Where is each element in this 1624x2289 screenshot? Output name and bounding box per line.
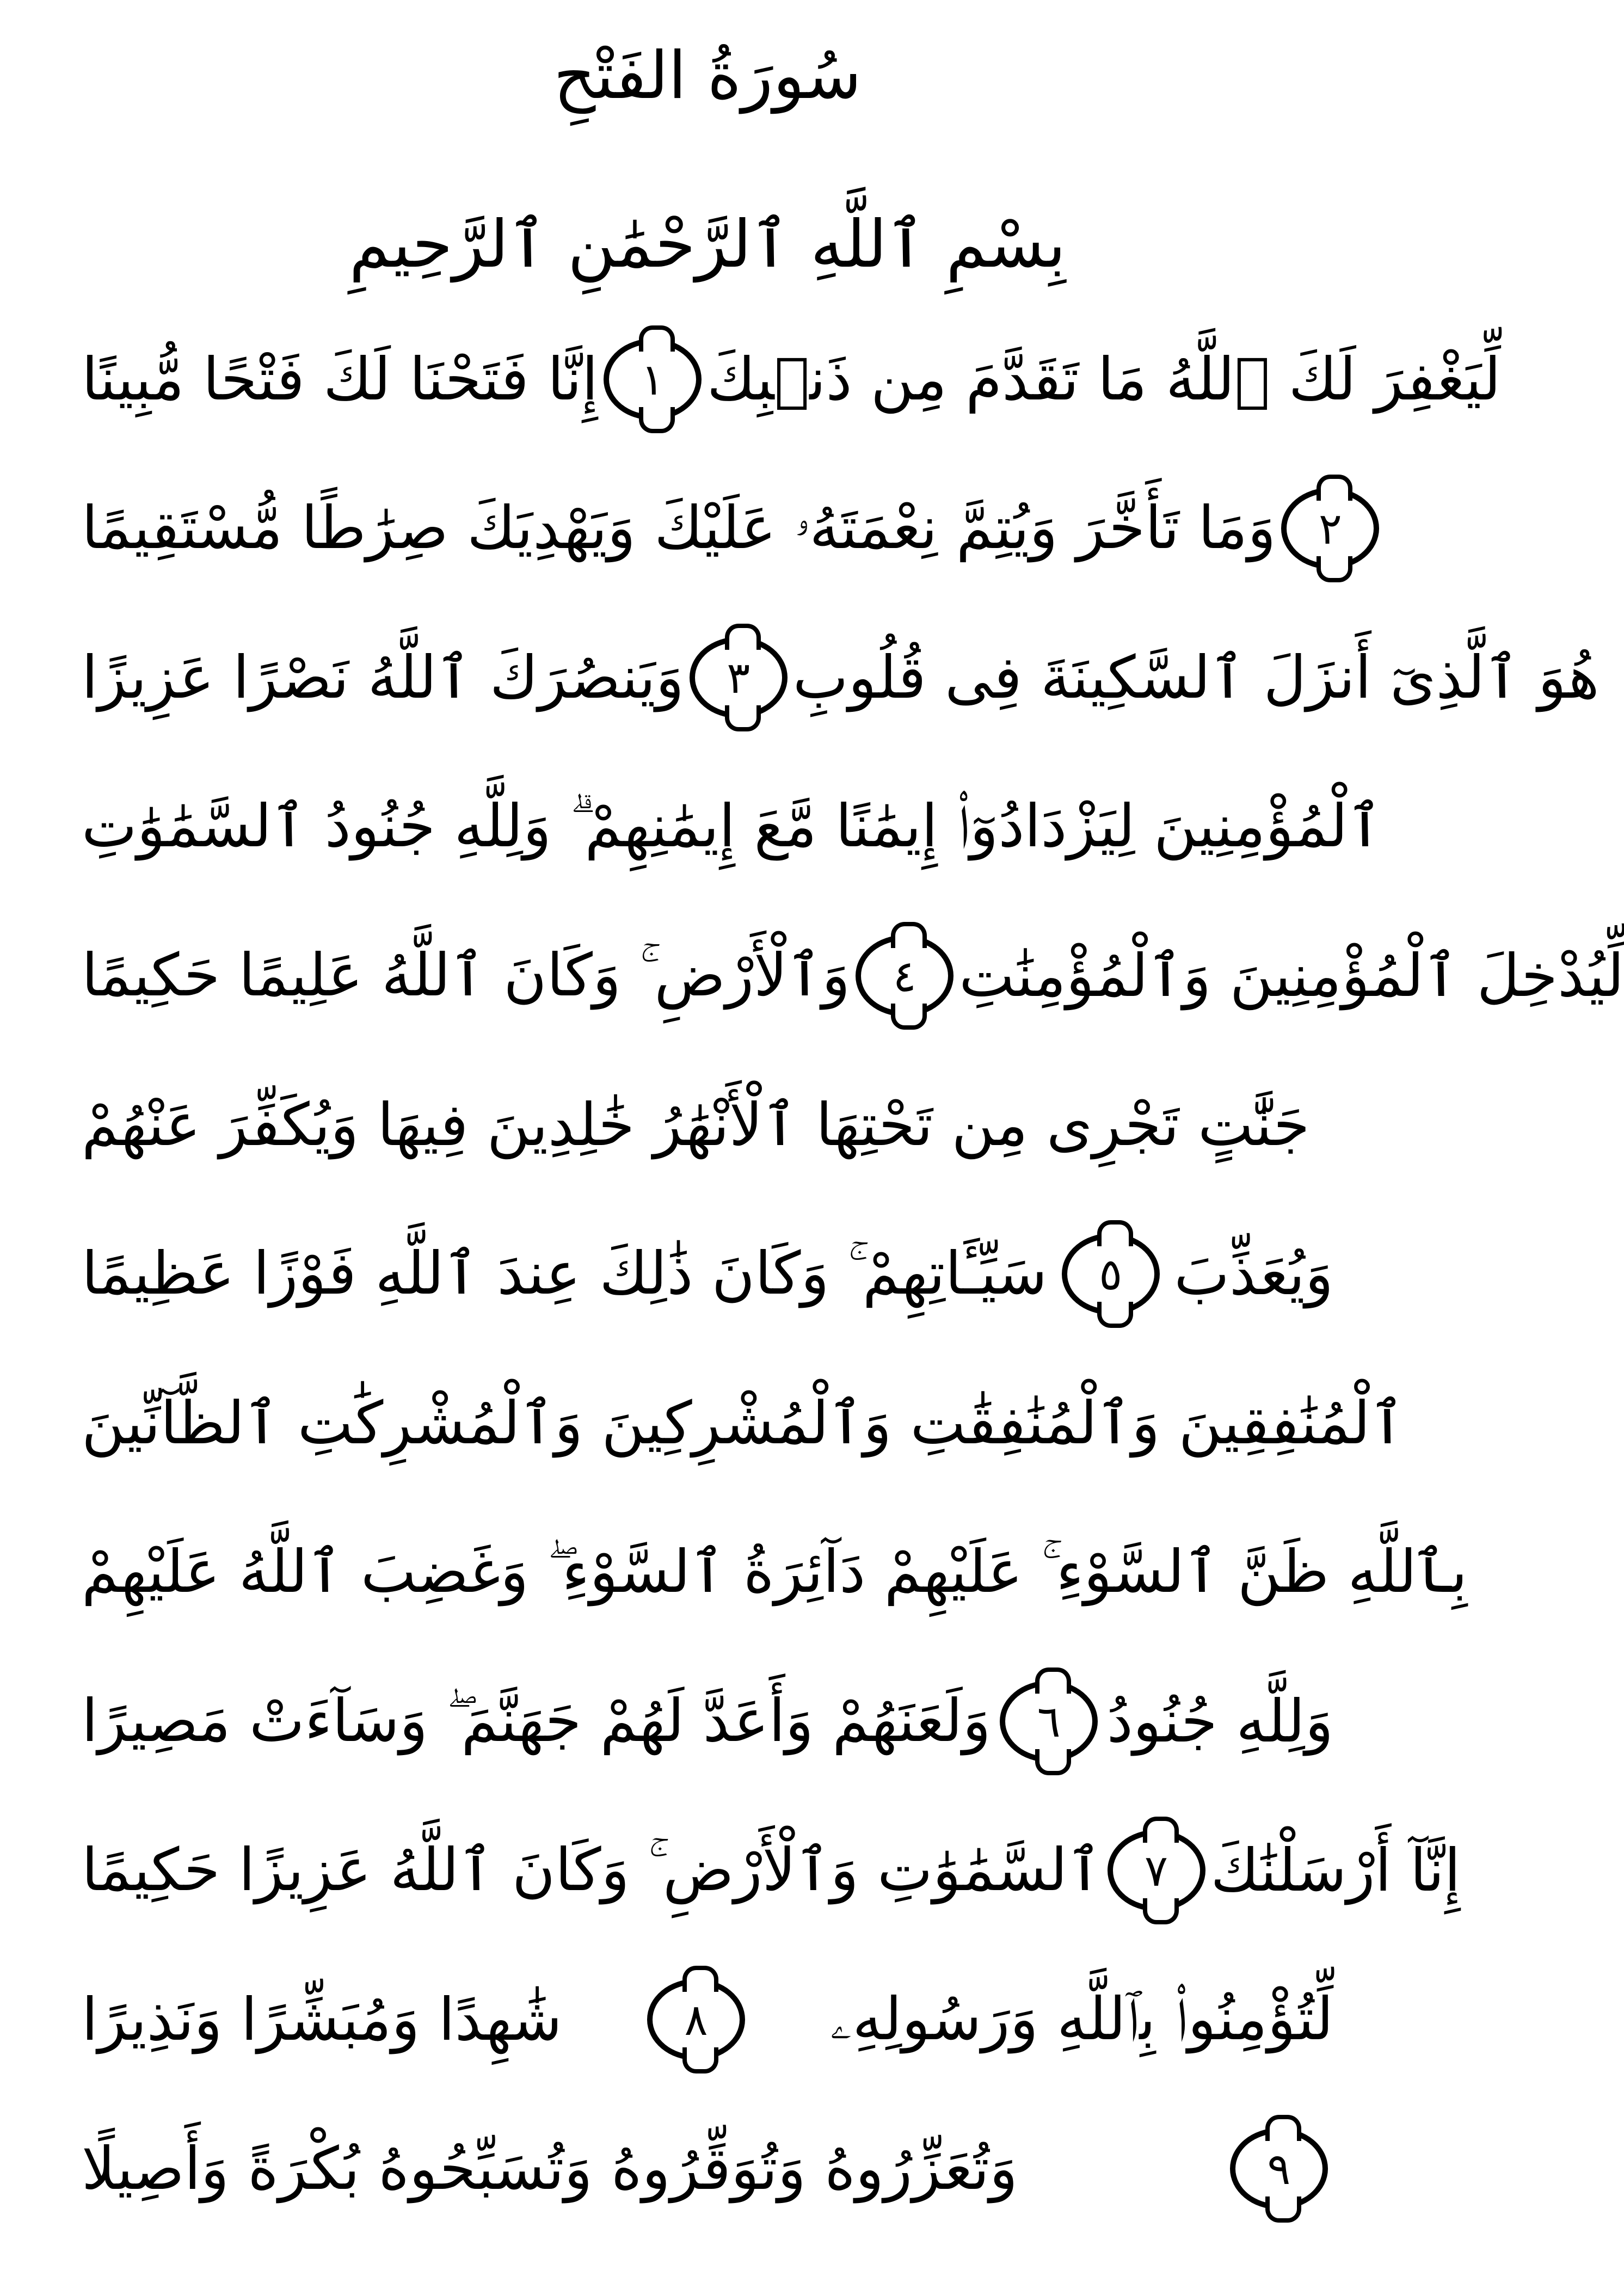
verse-line xyxy=(82,454,1342,603)
verse-line xyxy=(82,305,1501,454)
ayah-marker-icon: ٦ xyxy=(1000,1681,1098,1762)
verse-text: ٱلسَّمَٰوَٰتِ وَٱلْأَرْضِ ۚ وَكَانَ ٱللَّهُ عَزِيزًا حَكِيمًا xyxy=(82,1836,1102,1904)
verse-line xyxy=(82,1945,1333,2094)
verse-text: لِّيَغْفِرَ لَكَ ٱللَّهُ مَا تَقَدَّمَ مِن ذَنۢبِكَ xyxy=(707,345,1501,414)
verse-text: وَمَا تَأَخَّرَ وَيُتِمَّ نِعْمَتَهُۥ عَلَيْكَ وَيَهْدِيَكَ صِرَٰطًا مُّسْتَقِيمًا xyxy=(82,494,1276,562)
verse-line xyxy=(82,1647,1333,1796)
ayah-marker-icon: ٥ xyxy=(1062,1233,1160,1315)
basmala: بِسْمِ ٱللَّهِ ٱلرَّحْمَٰنِ ٱلرَّحِيمِ xyxy=(349,207,1066,282)
ayah-marker-icon: ٧ xyxy=(1108,1830,1205,1911)
verse-text: إِنَّآ أَرْسَلْنَٰكَ xyxy=(1210,1836,1461,1905)
verse-lines xyxy=(82,305,1624,2243)
ayah-marker-icon: ٣ xyxy=(690,637,788,718)
verse-text: إِنَّا فَتَحْنَا لَكَ فَتْحًا مُّبِينًا xyxy=(82,345,599,414)
verse-line xyxy=(82,2094,1333,2243)
ayah-marker-icon: ٤ xyxy=(856,935,954,1017)
verse-line xyxy=(82,1796,1461,1945)
verse-text: سَيِّـَٔاتِهِمْ ۚ وَكَانَ ذَٰلِكَ عِندَ ٱللَّهِ فَوْزًا عَظِيمًا xyxy=(82,1239,1048,1308)
verse-text: جَنَّٰتٍ تَجْرِى مِن تَحْتِهَا ٱلْأَنْهَٰرُ خَٰلِدِينَ فِيهَا وَيُكَفِّرَ عَنْهُمْ xyxy=(82,1091,1310,1159)
verse-line xyxy=(82,1498,1468,1647)
verse-text: وَيَنصُرَكَ ٱللَّهُ نَصْرًا عَزِيزًا xyxy=(82,643,684,712)
verse-text: شَٰهِدًا وَمُبَشِّرًا وَنَذِيرًا xyxy=(82,1985,562,2054)
verse-line xyxy=(82,603,1600,752)
ayah-marker-icon: ٨ xyxy=(647,1979,745,2060)
verse-text: ٱلْمُؤْمِنِينَ لِيَزْدَادُوٓا۟ إِيمَٰنًا مَّعَ إِيمَٰنِهِمْ ۗ وَلِلَّهِ جُنُودُ ٱلسَّمَٰوَٰتِ xyxy=(82,792,1382,860)
surah-title: سُورَةُ الفَتْحِ xyxy=(553,38,862,114)
verse-line xyxy=(82,1050,1333,1199)
verse-text: لِّتُؤْمِنُوا۟ بِٱللَّهِ وَرَسُولِهِۦ xyxy=(830,1985,1333,2053)
verse-text: وَتُعَزِّرُوهُ وَتُوَقِّرُوهُ وَتُسَبِّحُوهُ بُكْرَةً وَأَصِيلًا xyxy=(82,2134,1018,2203)
verse-text: ٱلْمُنَٰفِقِينَ وَٱلْمُنَٰفِقَٰتِ وَٱلْمُشْرِكِينَ وَٱلْمُشْرِكَٰتِ ٱلظَّآنِّينَ xyxy=(82,1389,1405,1457)
verse-text: وَلِلَّهِ جُنُودُ xyxy=(1106,1687,1333,1756)
verse-line xyxy=(82,1349,1405,1498)
verse-text: هُوَ ٱلَّذِىٓ أَنزَلَ ٱلسَّكِينَةَ فِى قُلُوبِ xyxy=(792,643,1600,712)
verse-text: لِّيُدْخِلَ ٱلْمُؤْمِنِينَ وَٱلْمُؤْمِنَٰتِ xyxy=(959,942,1624,1010)
verse-line xyxy=(82,901,1624,1050)
ayah-marker-icon: ٩ xyxy=(1230,2128,1328,2210)
verse-line xyxy=(82,1199,1333,1349)
ayah-marker-icon: ١ xyxy=(604,339,702,420)
verse-text: وَلَعَنَهُمْ وَأَعَدَّ لَهُمْ جَهَنَّمَ ۖ وَسَآءَتْ مَصِيرًا xyxy=(82,1687,991,1755)
verse-line xyxy=(82,752,1382,901)
verse-text: وَيُعَذِّبَ xyxy=(1174,1240,1333,1308)
verse-text: وَٱلْأَرْضِ ۚ وَكَانَ ٱللَّهُ عَلِيمًا حَكِيمًا xyxy=(82,941,851,1010)
verse-text: بِٱللَّهِ ظَنَّ ٱلسَّوْءِ ۚ عَلَيْهِمْ دَآئِرَةُ ٱلسَّوْءِ ۖ وَغَضِبَ ٱللَّهُ عَلَيْهِمْ xyxy=(82,1537,1468,1606)
ayah-marker-icon: ٢ xyxy=(1281,488,1379,569)
